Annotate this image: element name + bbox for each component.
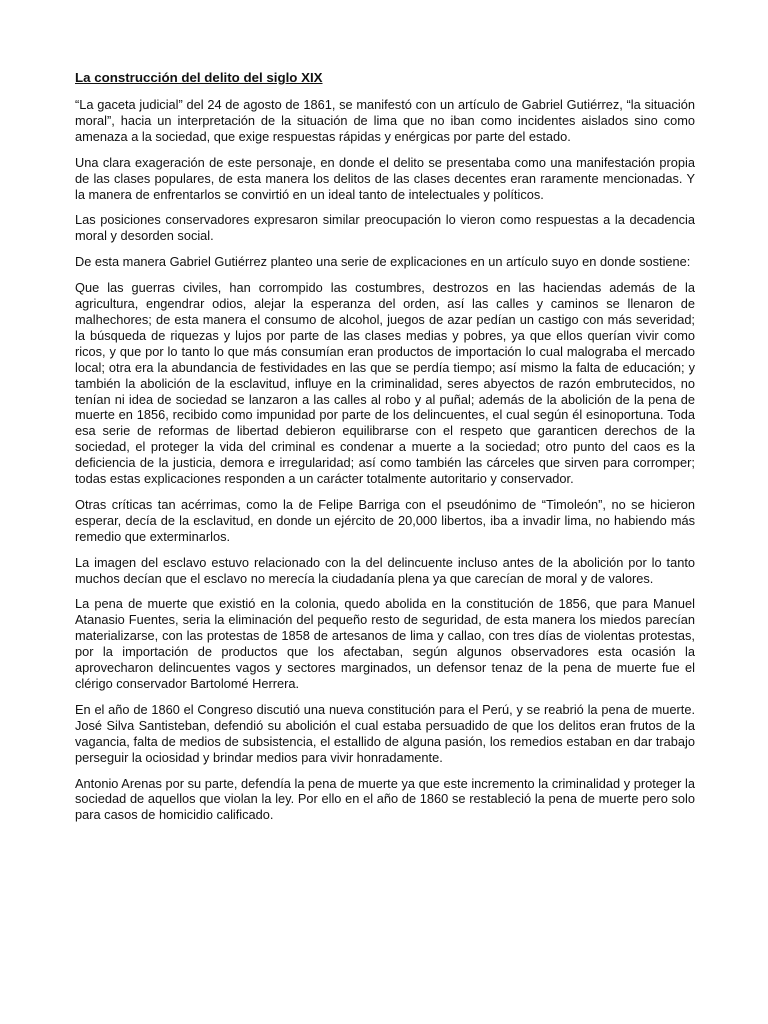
document-title: La construcción del delito del siglo XIX [75,70,323,85]
paragraph: De esta manera Gabriel Gutiérrez planteo una serie de explicaciones en un artículo suyo en donde sostiene: [75,254,691,270]
paragraph: Las posiciones conservadores expresaron similar preocupación lo vieron como respuestas a la decadencia moral y desorden social. [75,212,695,244]
paragraph: La pena de muerte que existió en la colonia, quedo abolida en la constitución de 1856, que para Manuel Atanasio Fuentes, seria la eliminación del pequeño resto de seguridad, de esta manera los miedos parecían materializarse, con las protestas de 1858 de artesanos de lima y callao, con tres días de violentas protestas, por la importación de productos que los afectaban, según algunos observadores esta ocasión la aprovecharon delincuentes vagos y sectores marginados, un defensor tenaz de la pena de muerte fue el clérigo conservador Bartolomé Herrera. [75,596,695,691]
paragraph: Antonio Arenas por su parte, defendía la pena de muerte ya que este incremento la criminalidad y proteger la sociedad de aquellos que violan la ley. Por ello en el año de 1860 se restableció la pena de muerte pero solo para casos de homicidio calificado. [75,775,695,823]
paragraph: En el año de 1860 el Congreso discutió una nueva constitución para el Perú, y se reabrió la pena de muerte. José Silva Santisteban, defendió su abolición el cual estaba persuadido de que los delitos eran frutos de la vagancia, falta de medios de subsistencia, el estallido de alguna pasión, los remedios estaban en dar trabajo perseguir la ociosidad y brindar medios para vivir honradamente. [75,701,695,765]
paragraph: Otras críticas tan acérrimas, como la de Felipe Barriga con el pseudónimo de “Timoleón”, no se hicieron esperar, decía de la esclavitud, en donde un ejército de 20,000 libertos, iba a invadir lima, no habiendo más remedio que exterminarlos. [75,496,695,544]
document-body [75,70,695,833]
paragraph: Que las guerras civiles, han corrompido las costumbres, destrozos en las haciendas además de la agricultura, engendrar odios, alejar la esperanza del orden, así las calles y caminos se llenaron de malhechores; de esta manera el consumo de alcohol, juegos de azar pedían un castigo con más severidad; la búsqueda de riquezas y lujos por parte de las clases medias y pobres, ya que ellos querían vivir como ricos, y que por lo tanto lo que más consumían eran productos de importación lo cual malograba el mercado local; otra era la abundancia de festividades en las que se perdía tiempo; así mismo la falta de educación; y también la abolición de la esclavitud, influye en la criminalidad, seres abyectos de razón embrutecidos, no tenían ni idea de sociedad se lanzaron a las calles al robo y al puñal; además de la abolición de la pena de muerte en 1856, recibido como impunidad por parte de los delincuentes, el cual según él esinoportuna. Toda esa serie de reformas de libertad debieron equilibrarse con el respeto que garanticen derechos de la sociedad, el proteger la vida del criminal es condenar a muerte a la sociedad; otro punto del caos es la deficiencia de la justicia, demora e irregularidad; así como también las cárceles que sirven para corromper; todas estas explicaciones responden a un carácter totalmente autoritario y conservador. [75,280,695,487]
paragraph: La imagen del esclavo estuvo relacionado con la del delincuente incluso antes de la abolición por lo tanto muchos decían que el esclavo no merecía la ciudadanía plena ya que carecían de moral y de valores. [75,554,695,586]
paragraph: “La gaceta judicial” del 24 de agosto de 1861, se manifestó con un artículo de Gabriel Gutiérrez, “la situación moral”, hacia un interpretación de la situación de lima que no iban como incidentes aislados sino como amenaza a la sociedad, que exige respuestas rápidas y enérgicas por parte del estado. [75,97,695,144]
paragraph: Una clara exageración de este personaje, en donde el delito se presentaba como una manifestación propia de las clases populares, de esta manera los delitos de las clases decentes eran raramente mencionadas. Y la manera de enfrentarlos se convirtió en un ideal tanto de intelectuales y políticos. [75,154,695,202]
